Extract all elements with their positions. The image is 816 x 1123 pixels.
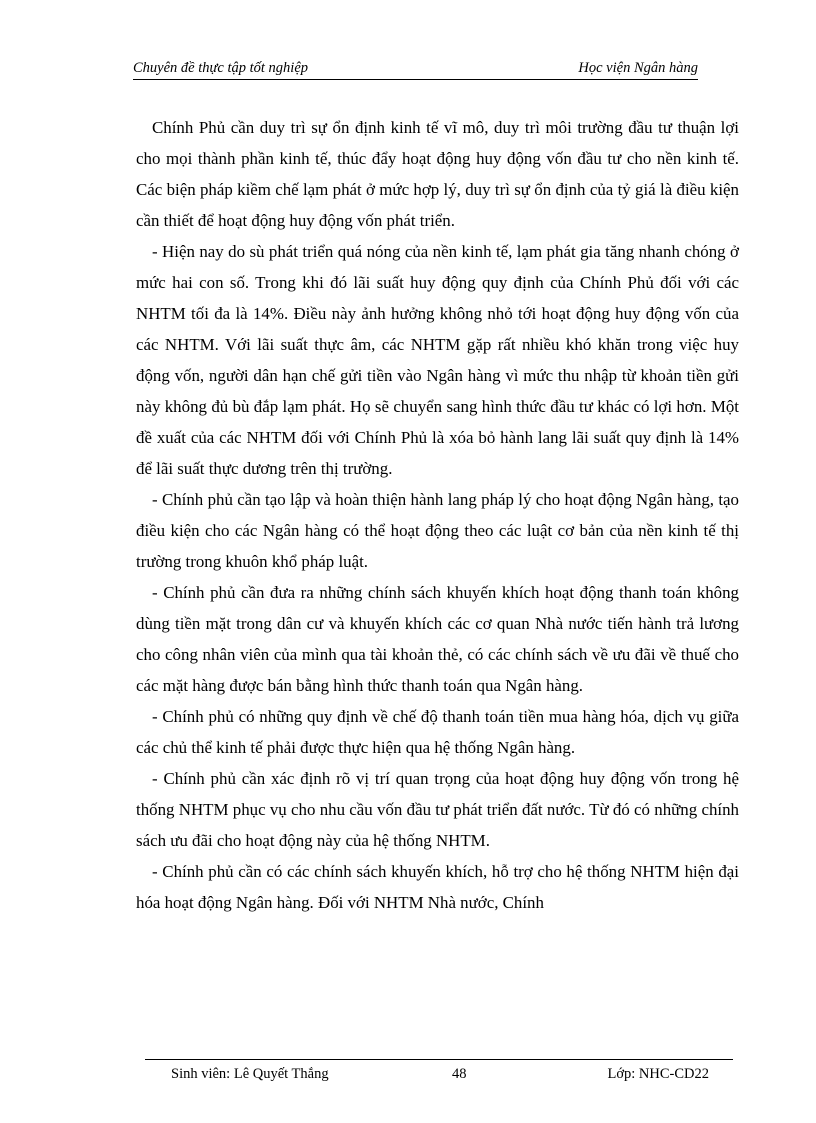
page-footer [145, 1066, 733, 1088]
paragraph-2: - Hiện nay do sù phát triển quá nóng của nền kinh tế, lạm phát gia tăng nhanh chóng ở mức hai con số. Trong khi đó lãi suất huy động quy định của Chính Phủ đối với các NHTM tối đa là 14%. Điều này ảnh hưởng không nhỏ tới hoạt động huy động vốn của các NHTM. Với lãi suất thực âm, các NHTM gặp rất nhiều khó khăn trong việc huy động vốn, người dân hạn chế gửi tiền vào Ngân hàng vì mức thu nhập từ khoản tiền gửi này không đủ bù đắp lạm phát. Họ sẽ chuyển sang hình thức đầu tư khác có lợi hơn. Một đề xuất của các NHTM đối với Chính Phủ là xóa bỏ hành lang lãi suất quy định là 14% để lãi suất thực dương trên thị trường. [136, 242, 739, 478]
header-title: Chuyên đề thực tập tốt nghiệp [133, 60, 309, 76]
paragraph-3: - Chính phủ cần tạo lập và hoàn thiện hành lang pháp lý cho hoạt động Ngân hàng, tạo điều kiện cho các Ngân hàng có thể hoạt động theo các luật cơ bản của nền kinh tế thị trường trong khuôn khổ pháp luật. [136, 490, 739, 571]
footer-class: Lớp: NHC-CD22 [607, 1066, 709, 1082]
body-text [136, 112, 739, 918]
header-divider [133, 79, 698, 80]
header-institution: Học viện Ngân hàng [578, 60, 698, 76]
paragraph-6: - Chính phủ cần xác định rõ vị trí quan trọng của hoạt động huy động vốn trong hệ thống NHTM phục vụ cho nhu cầu vốn đầu tư phát triển đất nước. Từ đó có những chính sách ưu đãi cho hoạt động này của hệ thống NHTM. [136, 769, 739, 850]
footer-divider [145, 1059, 733, 1060]
paragraph-5: - Chính phủ có những quy định về chế độ thanh toán tiền mua hàng hóa, dịch vụ giữa các chủ thể kinh tế phải được thực hiện qua hệ thống Ngân hàng. [136, 707, 739, 757]
paragraph-7: - Chính phủ cần có các chính sách khuyến khích, hỗ trợ cho hệ thống NHTM hiện đại hóa hoạt động Ngân hàng. Đối với NHTM Nhà nước, Chính [136, 862, 739, 912]
footer-student: Sinh viên: Lê Quyết Thắng [171, 1066, 329, 1082]
paragraph-1: Chính Phủ cần duy trì sự ổn định kinh tế vĩ mô, duy trì môi trường đầu tư thuận lợi cho mọi thành phần kinh tế, thúc đẩy hoạt động huy động vốn đầu tư cho nền kinh tế. Các biện pháp kiềm chế lạm phát ở mức hợp lý, duy trì sự ổn định của tỷ giá là điều kiện cần thiết để hoạt động huy động vốn phát triển. [136, 118, 739, 230]
page-number: 48 [452, 1066, 467, 1082]
paragraph-4: - Chính phủ cần đưa ra những chính sách khuyến khích hoạt động thanh toán không dùng tiền mặt trong dân cư và khuyến khích các cơ quan Nhà nước tiến hành trả lương cho công nhân viên của mình qua tài khoản thẻ, có các chính sách về ưu đãi về thuế cho các mặt hàng được bán bằng hình thức thanh toán qua Ngân hàng. [136, 583, 739, 695]
